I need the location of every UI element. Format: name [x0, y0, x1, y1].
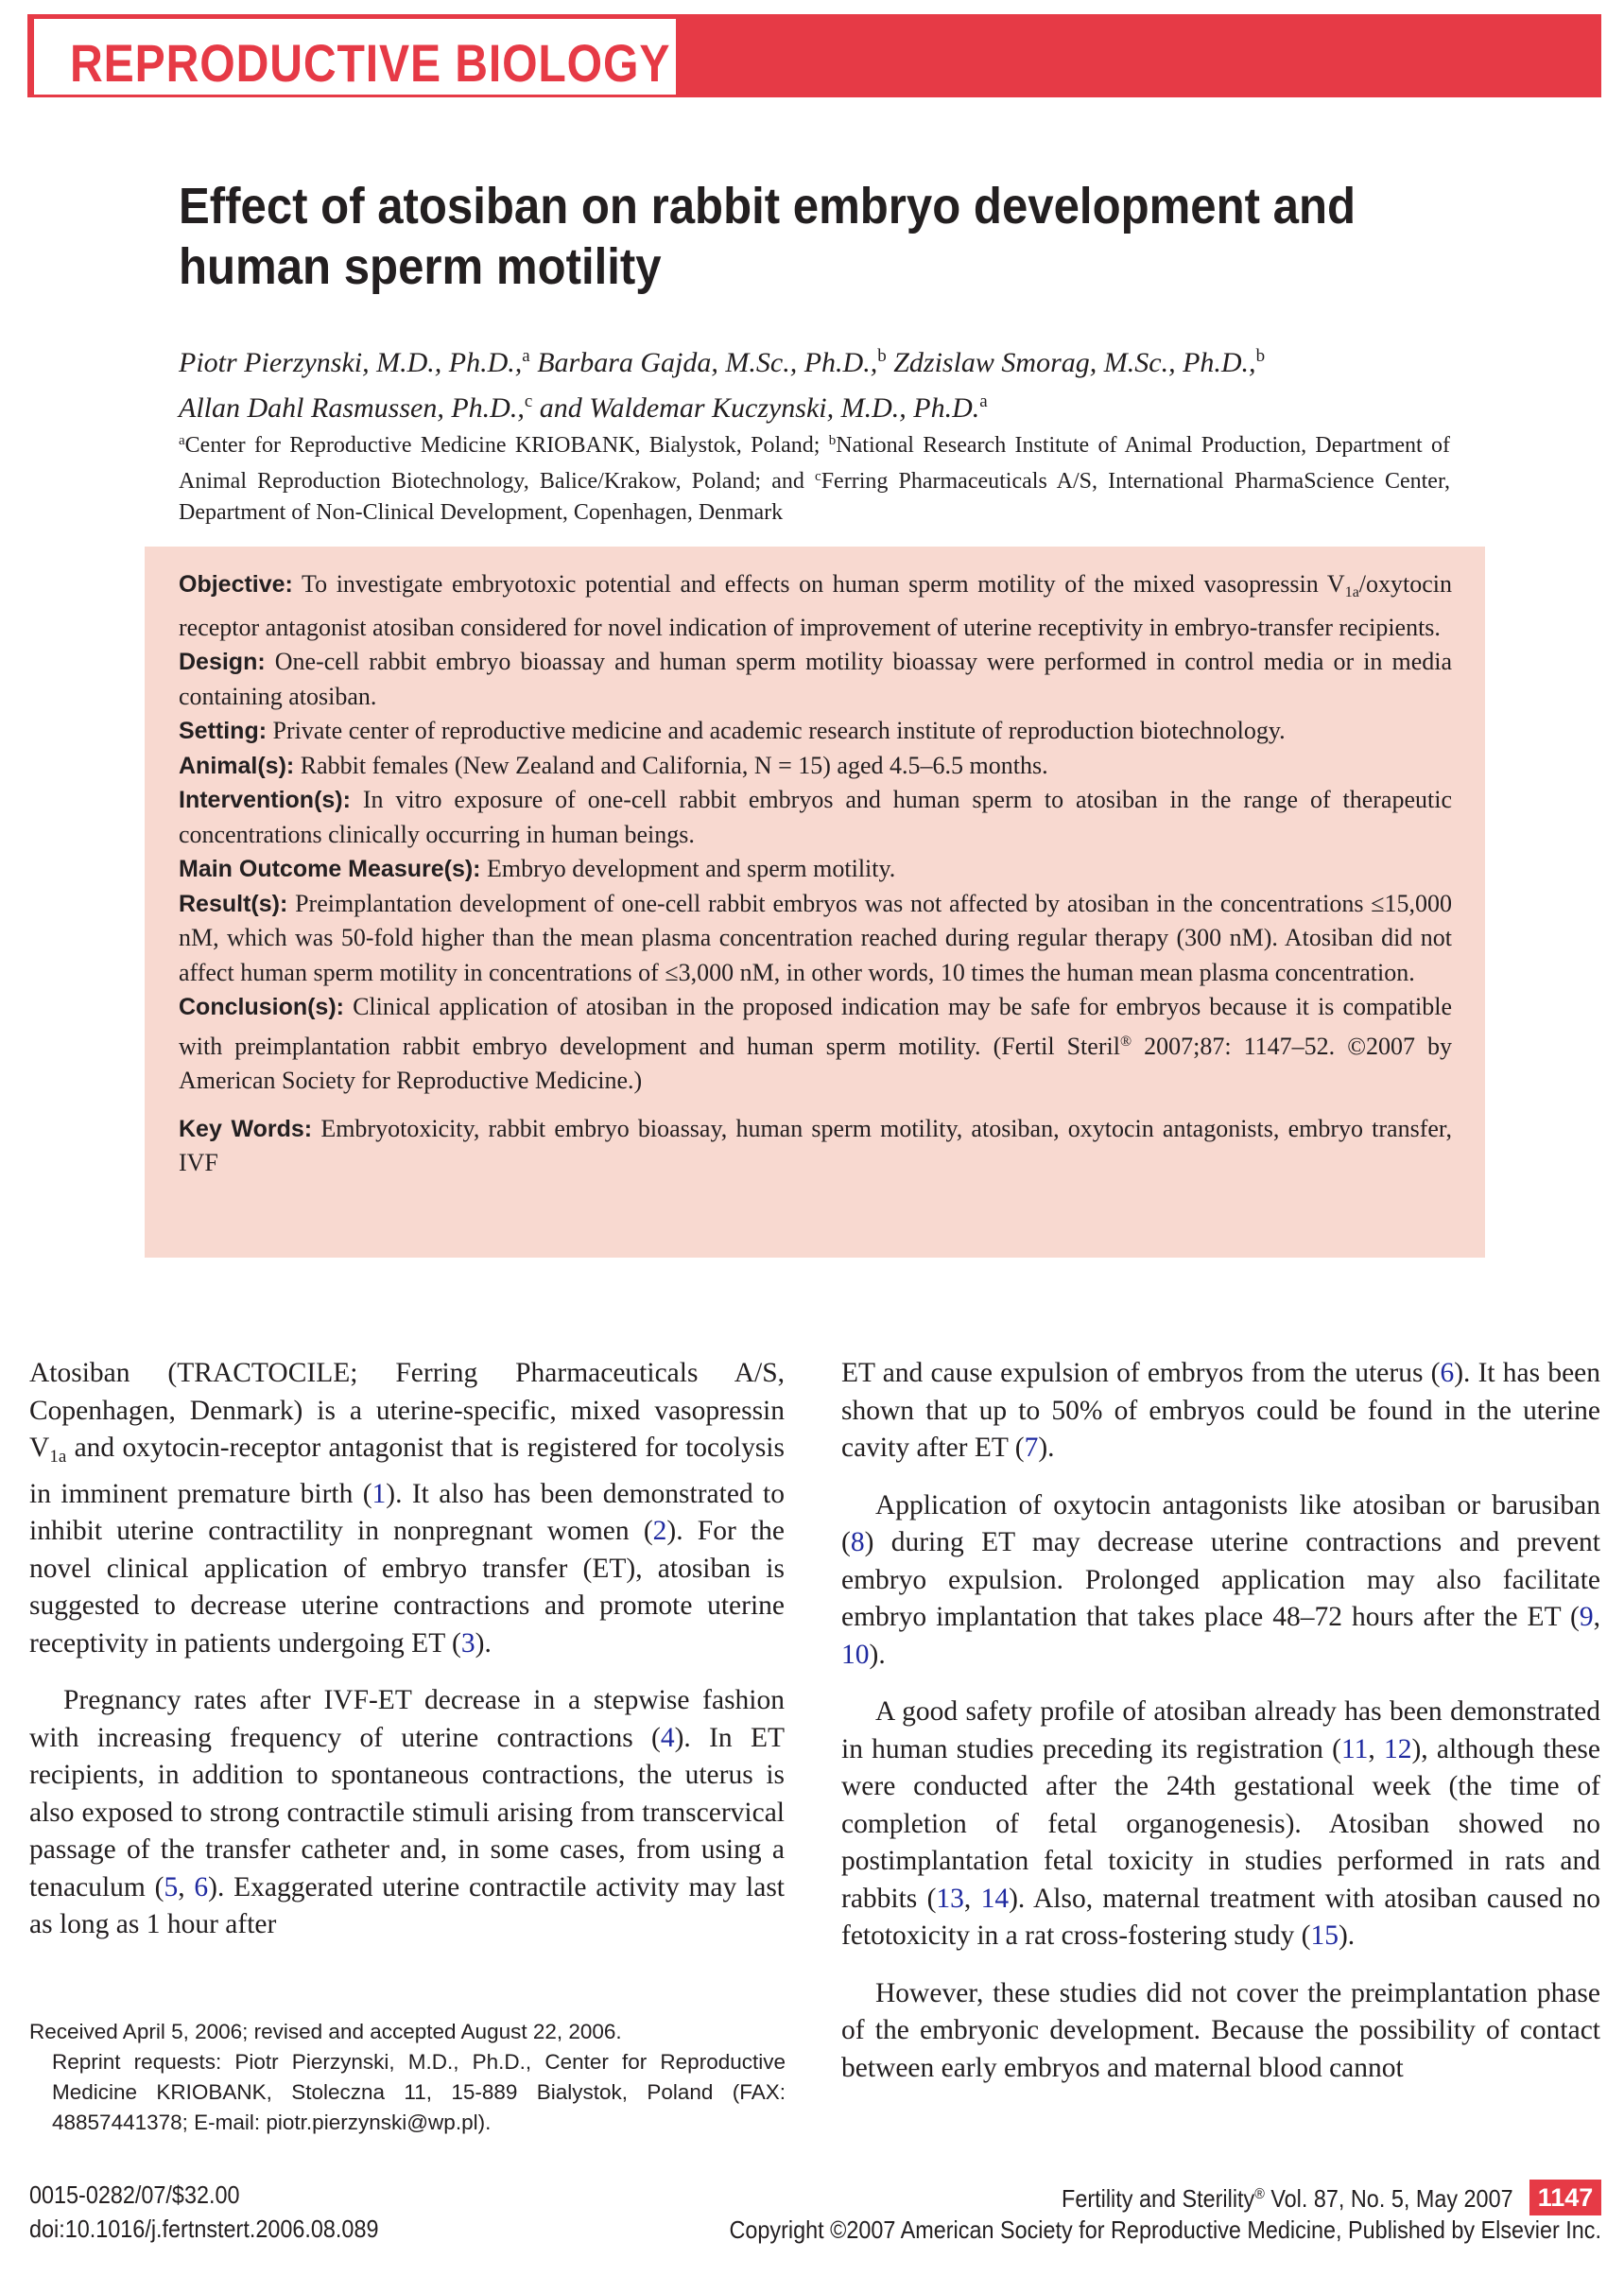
reference-link[interactable]: 6 — [194, 1871, 209, 1902]
author-name: Barbara Gajda, M.Sc., Ph.D., — [537, 347, 878, 378]
body-column-right — [841, 1355, 1600, 2107]
body-text: However, these studies did not cover the preimplantation phase of the embryonic development. Because the possibility of contact between early embryos and maternal blood cannot — [841, 1977, 1600, 2083]
reference-link[interactable]: 10 — [841, 1639, 870, 1670]
abstract-text: Private center of reproductive medicine and academic research institute of reproduction biotechnology. — [272, 717, 1286, 744]
abstract-label: Objective: — [179, 571, 293, 598]
body-text: , — [963, 1883, 981, 1914]
affiliation-mark: c — [815, 469, 821, 484]
body-text: ). — [1338, 1920, 1356, 1951]
reference-link[interactable]: 12 — [1383, 1733, 1412, 1764]
abstract-text: To investigate embryotoxic potential and effects on human sperm motility of the mixed vasopressin V — [302, 570, 1345, 598]
doi[interactable]: doi:10.1016/j.fertnstert.2006.08.089 — [29, 2215, 379, 2243]
body-text: ET and cause expulsion of embryos from the uterus ( — [841, 1358, 1441, 1388]
author-name: Allan Dahl Rasmussen, Ph.D., — [179, 392, 525, 424]
author-affiliation-mark: c — [524, 391, 533, 411]
reference-link[interactable]: 7 — [1024, 1433, 1039, 1463]
affiliation-c: Ferring Pharmaceuticals A/S, International PharmaScience Center, Department of Non-Clinical Development, Copenhagen, Denmark — [179, 469, 1450, 525]
reprint-requests: Reprint requests: Piotr Pierzynski, M.D., Ph.D., Center for Reproductive Medicine KRIOBANK, Stoleczna 11, 15-889 Bialystok, Poland (FAX: 48857441378; E-mail: piotr.pierzynski@wp.pl). — [52, 2050, 786, 2134]
journal-name: Fertility and Sterility — [1062, 2184, 1255, 2213]
price-code: 0015-0282/07/$32.00 — [29, 2180, 240, 2209]
reference-link[interactable]: 4 — [660, 1722, 675, 1753]
abstract-results — [179, 887, 1452, 991]
author-name: Piotr Pierzynski, M.D., Ph.D., — [179, 347, 523, 378]
body-text: , — [178, 1871, 195, 1902]
reference-link[interactable]: 1 — [371, 1478, 387, 1509]
body-text: Atosiban (TRACTOCILE; Ferring Pharmaceuticals A/S, Copenhagen, Denmark) is a uterine-specific, mixed vasopressin V — [29, 1358, 785, 1463]
body-text: Application of oxytocin antagonists like atosiban or barusiban ( — [841, 1489, 1600, 1557]
reference-link[interactable]: 14 — [980, 1883, 1010, 1914]
abstract-label: Animal(s): — [179, 752, 295, 779]
section-label-box — [31, 16, 679, 97]
footer-journal-citation — [1062, 2178, 1513, 2215]
body-text: A good safety profile of atosiban already has been demonstrated in human studies preceding its registration ( — [841, 1696, 1600, 1764]
body-paragraph — [29, 1355, 785, 1662]
author-name: Zdzislaw Smorag, M.Sc., Ph.D., — [893, 347, 1256, 378]
footer-identifiers — [29, 2178, 378, 2246]
abstract-label: Main Outcome Measure(s): — [179, 856, 481, 882]
footnote — [29, 2017, 786, 2138]
abstract-outcome — [179, 852, 1452, 887]
abstract-text: Embryotoxicity, rabbit embryo bioassay, human sperm motility, atosiban, oxytocin antagonists, embryo transfer, IVF — [179, 1114, 1453, 1176]
abstract-text: Rabbit females (New Zealand and California, N = 15) aged 4.5–6.5 months. — [300, 751, 1048, 779]
abstract-label: Conclusion(s): — [179, 994, 344, 1020]
body-text: ). — [1038, 1433, 1055, 1463]
affiliation-mark: b — [828, 433, 837, 448]
body-text: ). It has been shown that up to 50% of embryos could be found in the uterine cavity after ET ( — [841, 1358, 1601, 1463]
abstract-text: One-cell rabbit embryo bioassay and human sperm motility bioassay were performed in control media or in media containing atosiban. — [179, 648, 1453, 710]
received-dates: Received April 5, 2006; revised and accepted August 22, 2006. — [29, 2020, 622, 2043]
abstract-text: 2007;87: 1147–52. ©2007 by American Society for Reproductive Medicine.) — [179, 1032, 1452, 1094]
abstract-label: Result(s): — [179, 890, 288, 917]
subscript: 1a — [49, 1447, 67, 1467]
reference-link[interactable]: 15 — [1310, 1920, 1339, 1951]
registered-mark: ® — [1119, 1033, 1132, 1050]
affiliation-b: National Research Institute of Animal Production, Department of Animal Reproduction Biotechnology, Balice/Krakow, Poland; and — [179, 433, 1451, 494]
abstract-text: In vitro exposure of one-cell rabbit embryos and human sperm to atosiban in the range of therapeutic concentrations clinically occurring in human beings. — [179, 786, 1453, 848]
author-name: and Waldemar Kuczynski, M.D., Ph.D. — [539, 392, 980, 424]
body-text: ). Also, maternal treatment with atosiban caused no fetotoxicity in a rat cross-fostering study ( — [841, 1883, 1600, 1951]
registered-mark: ® — [1254, 2186, 1266, 2202]
abstract-label: Design: — [179, 649, 266, 675]
reference-link[interactable]: 8 — [850, 1527, 865, 1557]
abstract-setting — [179, 714, 1452, 749]
body-text: ), although these were conducted after the 24th gestational week (the time of completion of fetal organogenesis). Atosiban showed no postimplantation fetal toxicity in studies performed in rats and rabbits ( — [841, 1733, 1601, 1914]
reference-link[interactable]: 11 — [1340, 1733, 1369, 1764]
author-affiliation-mark: a — [522, 346, 530, 366]
abstract-box — [145, 547, 1485, 1258]
reference-link[interactable]: 6 — [1440, 1358, 1455, 1388]
body-text: ). It also has been demonstrated to inhibit uterine contractility in nonpregnant women ( — [29, 1478, 785, 1546]
author-list — [179, 337, 1502, 427]
affiliation-mark: a — [179, 433, 185, 448]
abstract-objective — [179, 567, 1452, 645]
abstract-design — [179, 645, 1452, 714]
abstract-interventions — [179, 783, 1452, 852]
body-text: , — [1593, 1602, 1600, 1632]
body-paragraph — [841, 1355, 1600, 1468]
section-label: REPRODUCTIVE BIOLOGY — [70, 33, 671, 93]
body-text: , — [1368, 1733, 1384, 1764]
body-text: ). Exaggerated uterine contractile activity may last as long as 1 hour after — [29, 1871, 785, 1939]
body-paragraph — [29, 1682, 785, 1944]
reference-link[interactable]: 3 — [460, 1627, 475, 1659]
abstract-conclusions — [179, 990, 1452, 1099]
abstract-label: Key Words: — [179, 1115, 313, 1142]
abstract-label: Intervention(s): — [179, 787, 351, 813]
journal-issue: Vol. 87, No. 5, May 2007 — [1265, 2184, 1513, 2213]
body-text: and oxytocin-receptor antagonist that is registered for tocolysis in imminent premature birth ( — [29, 1433, 785, 1509]
affiliations — [179, 426, 1450, 529]
reference-link[interactable]: 5 — [164, 1871, 179, 1902]
abstract-text: Preimplantation development of one-cell rabbit embryos was not affected by atosiban in the concentrations ≤15,000 nM, which was 50-fold higher than the mean plasma concentration reached during regular therapy (300 nM). Atosiban did not affect human sperm motility in concentrations of ≤3,000 nM, in other words, 10 times the human mean plasma concentration. — [179, 889, 1453, 986]
abstract-content — [179, 567, 1452, 1181]
abstract-text: /oxytocin receptor antagonist atosiban considered for novel indication of improvement of uterine receptivity in embryo-transfer recipients. — [179, 570, 1453, 641]
body-text: Pregnancy rates after IVF-ET decrease in a stepwise fashion with increasing frequency of uterine contractions ( — [29, 1685, 785, 1753]
reference-link[interactable]: 9 — [1579, 1602, 1594, 1632]
reference-link[interactable]: 2 — [652, 1516, 667, 1546]
body-paragraph — [841, 1975, 1600, 2088]
abstract-keywords — [179, 1112, 1452, 1181]
body-paragraph — [841, 1487, 1600, 1675]
affiliation-a: Center for Reproductive Medicine KRIOBANK, Bialystok, Poland; — [184, 433, 821, 458]
body-text: ). For the novel clinical application of embryo transfer (ET), atosiban is suggested to decrease uterine contractions and promote uterine receptivity in patients undergoing ET ( — [29, 1516, 785, 1659]
body-text: ) during ET may decrease uterine contractions and prevent embryo expulsion. Prolonged application may also facilitate embryo implantation that takes place 48–72 hours after the ET ( — [841, 1527, 1600, 1632]
abstract-label: Setting: — [179, 718, 268, 744]
abstract-text: Clinical application of atosiban in the proposed indication may be safe for embryos because it is compatible with preimplantation rabbit embryo development and human sperm motility. (Fertil Steril — [179, 993, 1453, 1060]
body-column-left — [29, 1355, 785, 1964]
author-affiliation-mark: a — [979, 391, 988, 411]
body-text: ). — [475, 1627, 492, 1659]
body-text: ). — [869, 1639, 886, 1670]
subscript: 1a — [1344, 584, 1359, 600]
article-title: Effect of atosiban on rabbit embryo development and human sperm motility — [179, 178, 1356, 295]
body-paragraph — [841, 1694, 1600, 1955]
reference-link[interactable]: 13 — [936, 1883, 964, 1914]
page-number: 1147 — [1529, 2180, 1601, 2215]
author-affiliation-mark: b — [1255, 346, 1266, 366]
body-text: ). In ET recipients, in addition to spontaneous contractions, the uterus is also exposed to strong contractile stimuli arising from transcervical passage of the transfer catheter and, in some cases, from using a tenaculum ( — [29, 1722, 785, 1902]
footer-copyright: Copyright ©2007 American Society for Reproductive Medicine, Published by Elsevier Inc. — [729, 2215, 1601, 2244]
abstract-text: Embryo development and sperm motility. — [487, 855, 896, 882]
abstract-animals — [179, 749, 1452, 784]
author-affiliation-mark: b — [877, 346, 887, 366]
